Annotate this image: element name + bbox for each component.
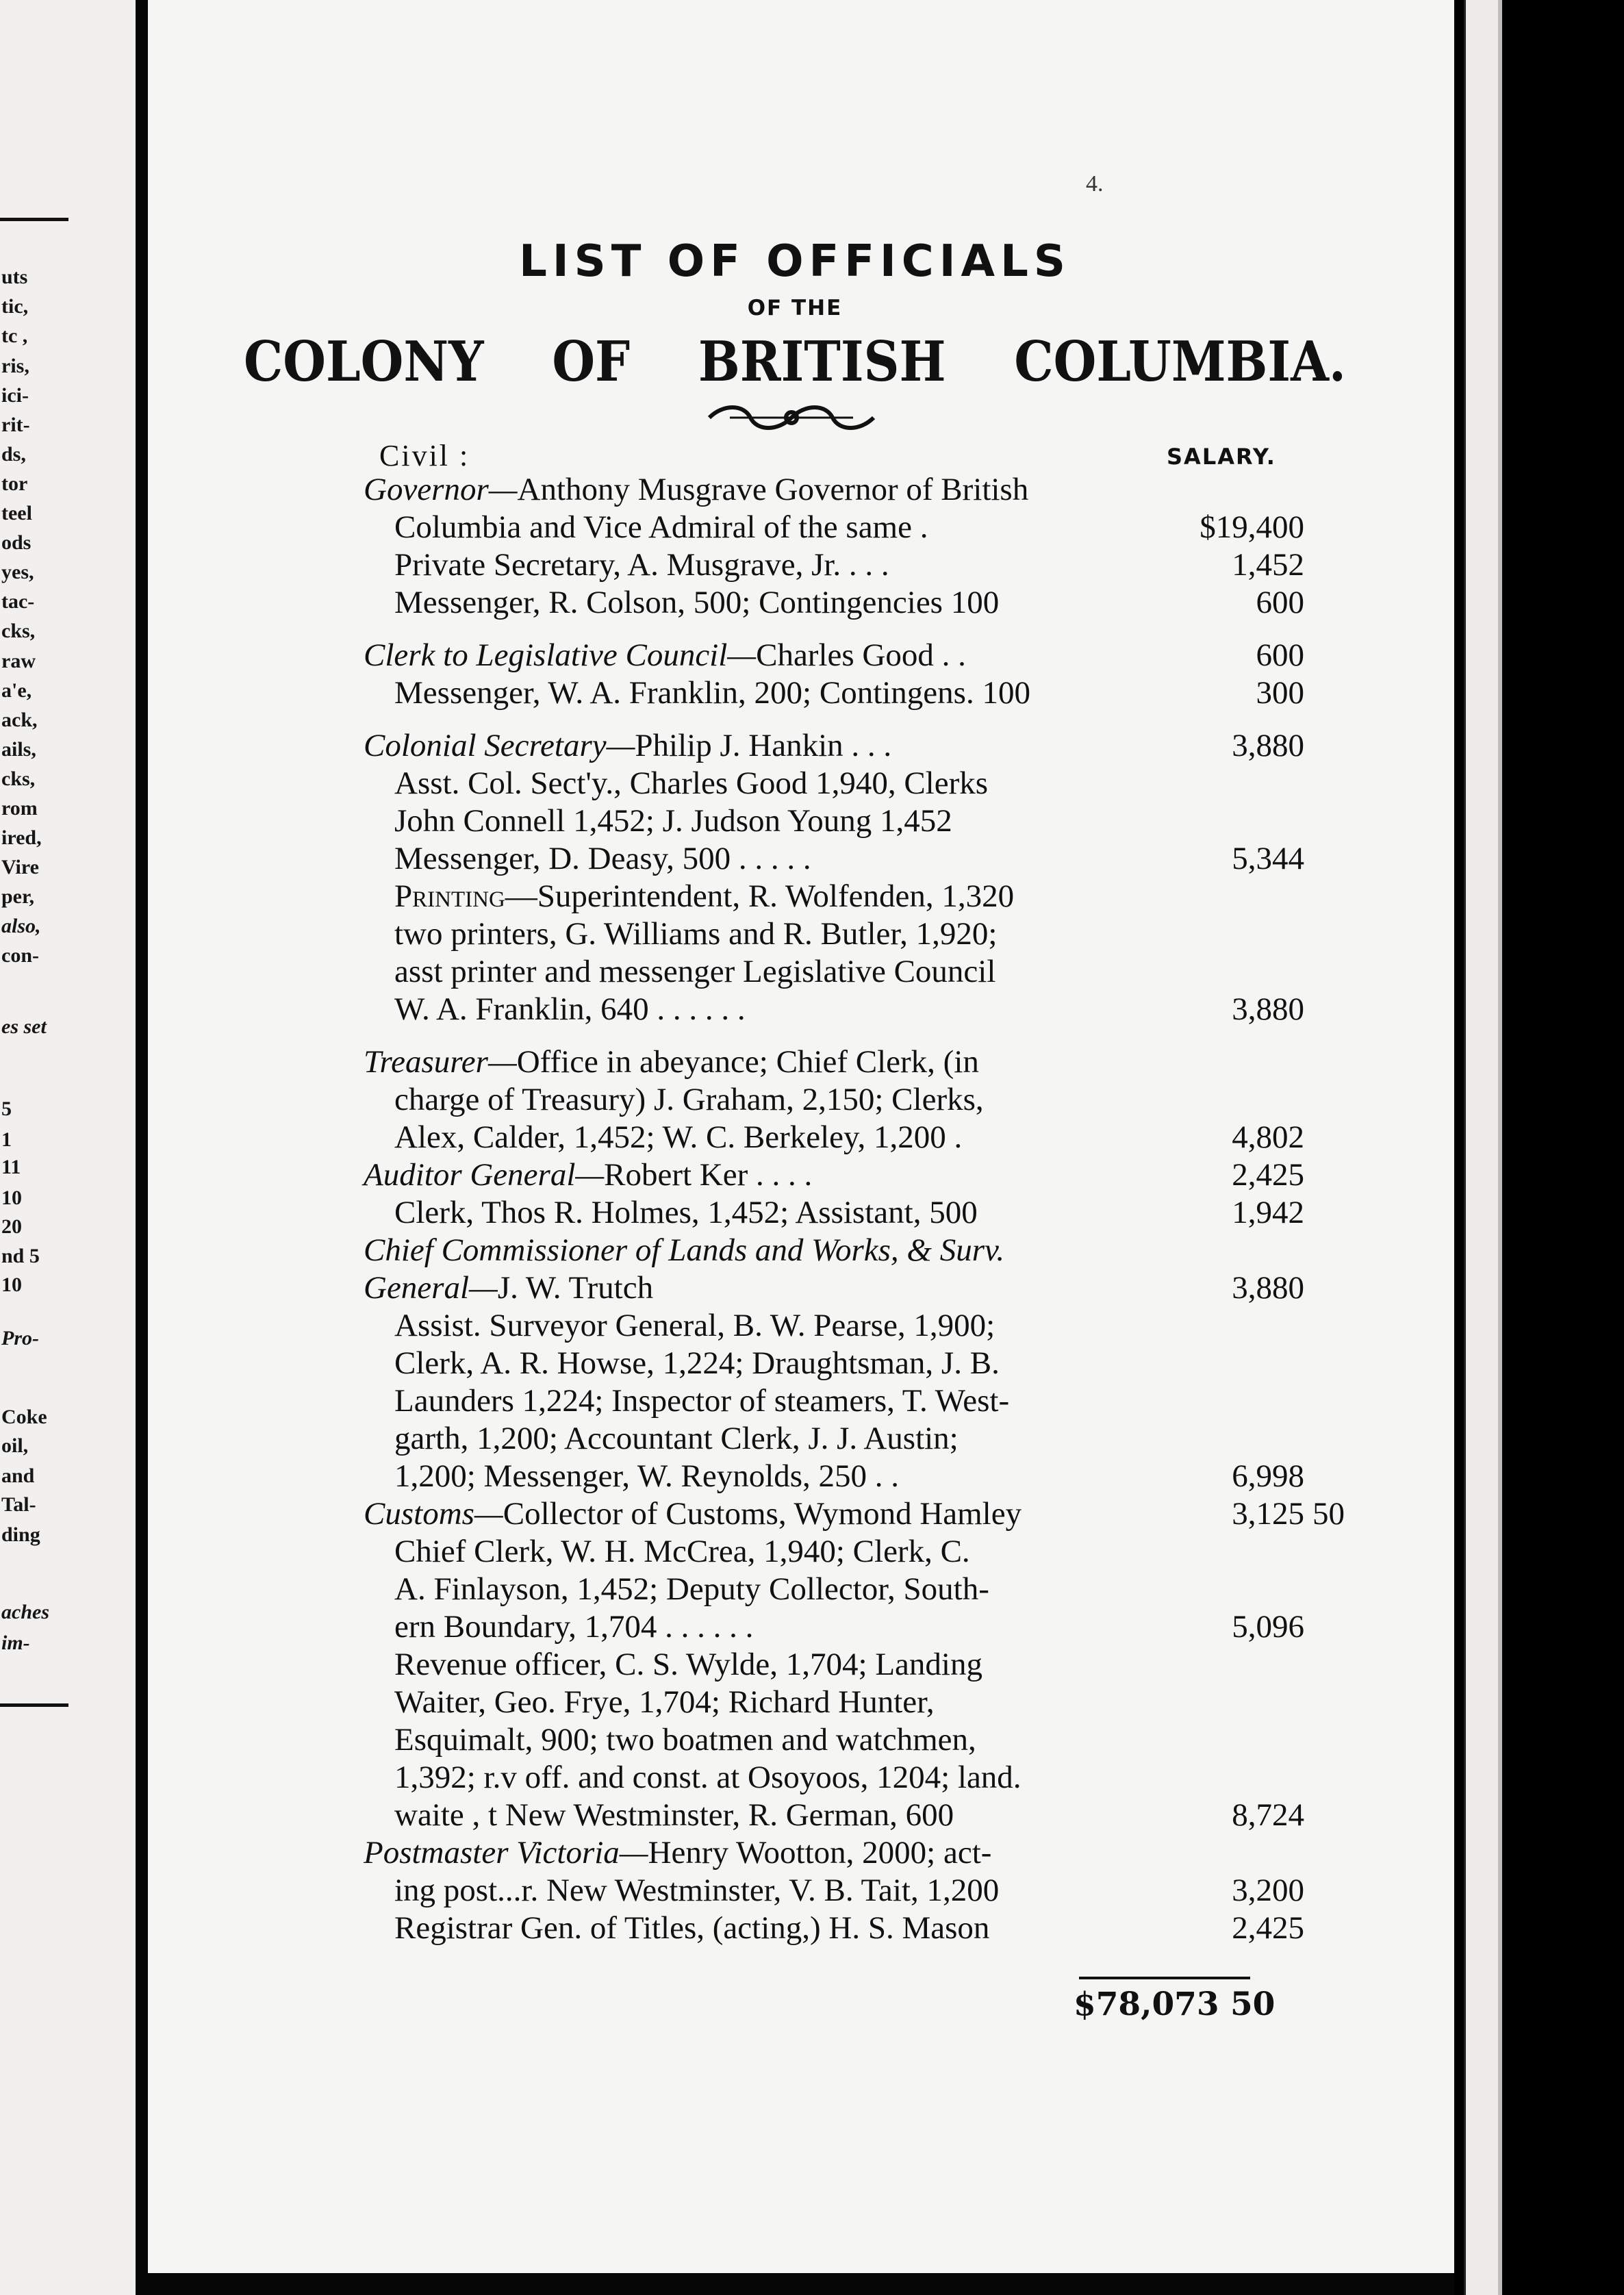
entry-gap <box>196 1028 1394 1043</box>
salary-amount: 3,880 <box>1232 728 1304 763</box>
entry-body: Asst. Col. Sect'y., Charles Good 1,940, Clerks <box>394 765 989 801</box>
entry-text <box>394 953 995 991</box>
heading-colony <box>244 329 1346 394</box>
margin-fragment: yes, <box>1 561 34 583</box>
entry-text <box>394 1081 984 1119</box>
entry-text <box>394 840 811 878</box>
entry-line <box>196 1232 1394 1269</box>
page-leaf <box>1498 0 1502 2295</box>
entry-line <box>196 584 1394 622</box>
entry-text <box>394 509 928 546</box>
entry-line <box>196 1571 1394 1608</box>
office-title: Governor— <box>364 472 518 507</box>
entry-text <box>394 1194 978 1232</box>
salary-amount: 5,344 <box>1232 841 1304 876</box>
entry-line <box>196 765 1394 802</box>
ornament-icon <box>702 401 880 435</box>
entry-body: Launders 1,224; Inspector of steamers, T. West- <box>394 1383 1010 1419</box>
entry-line <box>196 953 1394 991</box>
margin-fragment: a'e, <box>1 679 32 702</box>
margin-fragment: ack, <box>1 709 38 731</box>
page-binding <box>136 0 148 2295</box>
entry-line <box>196 1910 1394 1947</box>
entry-line <box>196 878 1394 915</box>
entry-line <box>196 1307 1394 1345</box>
entry-body: ern Boundary, 1,704 . . . . . . <box>394 1609 754 1645</box>
margin-fragment: Tal- <box>1 1493 36 1516</box>
salary-amount: 3,880 <box>1232 1270 1304 1306</box>
margin-fragment: per, <box>1 885 35 908</box>
entry-text <box>394 1684 935 1721</box>
entry-line <box>196 1533 1394 1571</box>
entry-line <box>196 1495 1394 1533</box>
margin-fragment: tac- <box>1 590 35 613</box>
office-title: Clerk to Legislative Council— <box>364 637 757 673</box>
margin-fragment: cks, <box>1 620 36 642</box>
entry-line <box>196 1420 1394 1458</box>
entry-line <box>196 1458 1394 1495</box>
margin-fragment: and <box>1 1465 35 1487</box>
margin-fragment: Coke <box>1 1406 47 1428</box>
margin-fragment: 5 <box>1 1098 12 1120</box>
entry-body: W. A. Franklin, 640 . . . . . . <box>394 991 746 1027</box>
margin-fragment: Pro- <box>1 1327 39 1349</box>
entry-body: Waiter, Geo. Frye, 1,704; Richard Hunter, <box>394 1684 935 1720</box>
salary-amount: 2,425 <box>1232 1910 1304 1946</box>
entry-text <box>394 1533 970 1571</box>
entry-body: Messenger, W. A. Franklin, 200; Contingens. 100 <box>394 675 1030 711</box>
entry-text <box>364 1043 979 1081</box>
margin-fragment: ired, <box>1 826 42 849</box>
entry-body: Chief Clerk, W. H. McCrea, 1,940; Clerk, C. <box>394 1534 970 1569</box>
entry-body: two printers, G. Williams and R. Butler, 1,920; <box>394 916 998 952</box>
entry-body: Collector of Customs, Wymond Hamley <box>503 1496 1022 1532</box>
entry-line <box>196 1269 1394 1307</box>
entry-line <box>196 802 1394 840</box>
salary-amount: 3,125 <box>1232 1496 1304 1532</box>
entry-body: ing post...r. New Westminster, V. B. Tait, 1,200 <box>394 1873 1000 1908</box>
adjacent-page-fragment <box>0 0 136 2295</box>
margin-fragment: teel <box>1 502 32 524</box>
margin-fragment: uts <box>1 266 28 288</box>
entry-body: 1,200; Messenger, W. Reynolds, 250 . . <box>394 1458 900 1494</box>
entry-line <box>196 915 1394 953</box>
margin-fragment: con- <box>1 944 39 967</box>
office-title: Colonial Secretary— <box>364 728 635 763</box>
entry-gap <box>196 712 1394 727</box>
entry-body: Esquimalt, 900; two boatmen and watchmen, <box>394 1722 976 1758</box>
salary-amount: $19,400 <box>1200 509 1304 545</box>
grand-total: $78,073 50 <box>1074 1986 1276 2023</box>
office-title: Chief Commissioner of Lands and Works, & Surv. <box>364 1232 1005 1268</box>
entry-line <box>196 991 1394 1028</box>
entry-text <box>394 1759 1022 1797</box>
margin-fragment: rit- <box>1 414 30 436</box>
entry-text <box>364 1156 812 1194</box>
entry-body: Henry Wootton, 2000; act- <box>648 1835 992 1871</box>
entry-line <box>196 471 1394 509</box>
margin-fragment: ding <box>1 1523 40 1546</box>
salary-amount: 2,425 <box>1232 1157 1304 1193</box>
entry-line <box>196 1382 1394 1420</box>
document-page <box>148 0 1454 2273</box>
entry-body: Robert Ker . . . . <box>604 1157 813 1193</box>
salary-amount: 8,724 <box>1232 1797 1304 1833</box>
entry-text <box>394 1420 959 1458</box>
entry-body: J. W. Trutch <box>497 1270 654 1306</box>
entry-text <box>394 674 1030 712</box>
margin-fragment: Vire <box>1 856 39 878</box>
entry-text <box>394 1608 753 1646</box>
entry-body: Messenger, D. Deasy, 500 . . . . . <box>394 841 811 876</box>
entry-text <box>394 1797 954 1834</box>
office-title: Auditor General— <box>364 1157 605 1193</box>
entry-text <box>364 471 1028 509</box>
entry-body: A. Finlayson, 1,452; Deputy Collector, South- <box>394 1571 989 1607</box>
entry-line <box>196 840 1394 878</box>
entry-line <box>196 637 1394 674</box>
margin-fragment: cks, <box>1 768 36 790</box>
entry-text <box>394 802 952 840</box>
entry-body: Anthony Musgrave Governor of British <box>517 472 1029 507</box>
page-mark: 4. <box>1086 171 1104 196</box>
entry-line <box>196 1797 1394 1834</box>
entry-body: Alex, Calder, 1,452; W. C. Berkeley, 1,200 . <box>394 1119 963 1155</box>
entry-text <box>394 991 746 1028</box>
entry-line <box>196 1608 1394 1646</box>
entry-line <box>196 1043 1394 1081</box>
entry-body: Clerk, Thos R. Holmes, 1,452; Assistant, 500 <box>394 1195 978 1230</box>
entry-body: Clerk, A. R. Howse, 1,224; Draughtsman, J. B. <box>394 1345 1000 1381</box>
entry-text <box>364 1834 991 1872</box>
salary-amount: 6,998 <box>1232 1458 1304 1494</box>
entry-body: waite , t New Westminster, R. German, 600 <box>394 1797 954 1833</box>
heading-word: COLONY <box>244 328 484 394</box>
column-header-civil: Civil : <box>379 439 470 472</box>
entry-line <box>196 1119 1394 1156</box>
entry-text <box>394 1872 999 1910</box>
entry-body: John Connell 1,452; J. Judson Young 1,452 <box>394 803 952 839</box>
entry-line <box>196 509 1394 546</box>
margin-fragment: ds, <box>1 443 26 466</box>
entry-line <box>196 1872 1394 1910</box>
margin-fragment: im- <box>1 1632 30 1654</box>
entry-text <box>364 1269 653 1307</box>
entry-body: Messenger, R. Colson, 500; Contingencies 100 <box>394 585 1000 620</box>
section-label: Printing <box>394 878 505 914</box>
heading-word: BRITISH <box>698 328 946 394</box>
entry-line <box>196 727 1394 765</box>
margin-fragment: ici- <box>1 384 29 407</box>
entry-line <box>196 546 1394 584</box>
entry-body: Charles Good . . <box>756 637 966 673</box>
margin-fragment: tic, <box>1 295 29 318</box>
right-page-edge <box>1454 0 1624 2295</box>
salary-cents: 50 <box>1312 1496 1345 1532</box>
entry-text <box>394 1571 989 1608</box>
entry-body: charge of Treasury) J. Graham, 2,150; Clerks, <box>394 1082 984 1117</box>
salary-amount: 3,200 <box>1232 1873 1304 1908</box>
margin-fragment: aches <box>1 1601 49 1623</box>
entry-line <box>196 1081 1394 1119</box>
page-leaf <box>1464 0 1499 2295</box>
entry-line <box>196 674 1394 712</box>
margin-fragment: tc , <box>1 325 28 347</box>
salary-amount: 300 <box>1256 675 1304 711</box>
entry-text <box>364 1232 1004 1269</box>
entry-body: Private Secretary, A. Musgrave, Jr. . . . <box>394 547 889 583</box>
entry-body: Assist. Surveyor General, B. W. Pearse, 1,900; <box>394 1308 995 1343</box>
entry-line <box>196 1345 1394 1382</box>
margin-fragment: also, <box>1 915 41 937</box>
entry-line <box>196 1721 1394 1759</box>
entry-text <box>394 1382 1009 1420</box>
entry-text <box>364 1495 1022 1533</box>
heading-list-of-officials: LIST OF OFFICIALS <box>519 236 1071 287</box>
margin-fragment: 10 <box>1 1187 22 1209</box>
margin-fragment: oil, <box>1 1434 29 1457</box>
margin-fragment: 20 <box>1 1215 22 1238</box>
entry-body: Columbia and Vice Admiral of the same . <box>394 509 928 545</box>
salary-amount: 1,942 <box>1232 1195 1304 1230</box>
entry-body: Revenue officer, C. S. Wylde, 1,704; Landing <box>394 1647 982 1682</box>
entry-text <box>394 915 997 953</box>
entry-text <box>364 727 891 765</box>
salary-amount: 600 <box>1256 585 1304 620</box>
margin-rule <box>0 1703 68 1707</box>
salary-amount: 3,880 <box>1232 991 1304 1027</box>
margin-fragment: 1 <box>1 1128 12 1151</box>
entry-line <box>196 1759 1394 1797</box>
entry-text <box>394 1119 962 1156</box>
office-title: General— <box>364 1270 498 1306</box>
salary-amount: 5,096 <box>1232 1609 1304 1645</box>
margin-rule <box>0 218 68 221</box>
entry-body: Office in abeyance; Chief Clerk, (in <box>516 1044 979 1080</box>
entry-body: —Superintendent, R. Wolfenden, 1,320 <box>505 878 1015 914</box>
column-header-salary: SALARY. <box>1167 444 1276 470</box>
margin-fragment: ods <box>1 531 31 554</box>
entry-body: garth, 1,200; Accountant Clerk, J. J. Austin; <box>394 1421 959 1456</box>
office-title: Treasurer— <box>364 1044 517 1080</box>
margin-fragment: es set <box>1 1015 47 1038</box>
margin-fragment: 10 <box>1 1273 22 1296</box>
entry-text <box>394 1458 899 1495</box>
entry-text <box>394 1345 1000 1382</box>
entry-line <box>196 1646 1394 1684</box>
entry-body: 1,392; r.v off. and const. at Osoyoos, 1204; land. <box>394 1760 1022 1795</box>
heading-word: OF <box>552 328 631 394</box>
entry-text <box>394 878 1014 915</box>
entry-text <box>394 1307 995 1345</box>
total-rule <box>1079 1977 1250 1979</box>
salary-amount: 4,802 <box>1232 1119 1304 1155</box>
margin-fragment: nd 5 <box>1 1245 40 1267</box>
margin-fragment: 11 <box>1 1156 21 1178</box>
margin-fragment: ris, <box>1 355 29 377</box>
entry-text <box>394 1646 982 1684</box>
heading-word: COLUMBIA. <box>1014 328 1346 394</box>
salary-amount: 1,452 <box>1232 547 1304 583</box>
entry-line <box>196 1684 1394 1721</box>
entry-text <box>394 1910 989 1947</box>
entry-text <box>394 1721 976 1759</box>
office-title: Postmaster Victoria— <box>364 1835 648 1871</box>
entry-line <box>196 1156 1394 1194</box>
entry-gap <box>196 622 1394 637</box>
entry-text <box>394 765 988 802</box>
margin-fragment: raw <box>1 650 36 672</box>
entry-body: Philip J. Hankin . . . <box>635 728 892 763</box>
entry-text <box>394 546 889 584</box>
margin-fragment: rom <box>1 797 38 820</box>
officials-list <box>196 471 1394 1947</box>
entry-text <box>394 584 999 622</box>
entry-line <box>196 1194 1394 1232</box>
margin-fragment: tor <box>1 472 28 495</box>
entry-line <box>196 1834 1394 1872</box>
margin-fragment: ails, <box>1 738 36 761</box>
office-title: Customs— <box>364 1496 503 1532</box>
entry-text <box>364 637 966 674</box>
heading-of-the: OF THE <box>747 296 843 320</box>
entry-body: Registrar Gen. of Titles, (acting,) H. S. Mason <box>394 1910 990 1946</box>
entry-body: asst printer and messenger Legislative Council <box>394 954 996 989</box>
salary-amount: 600 <box>1256 637 1304 673</box>
